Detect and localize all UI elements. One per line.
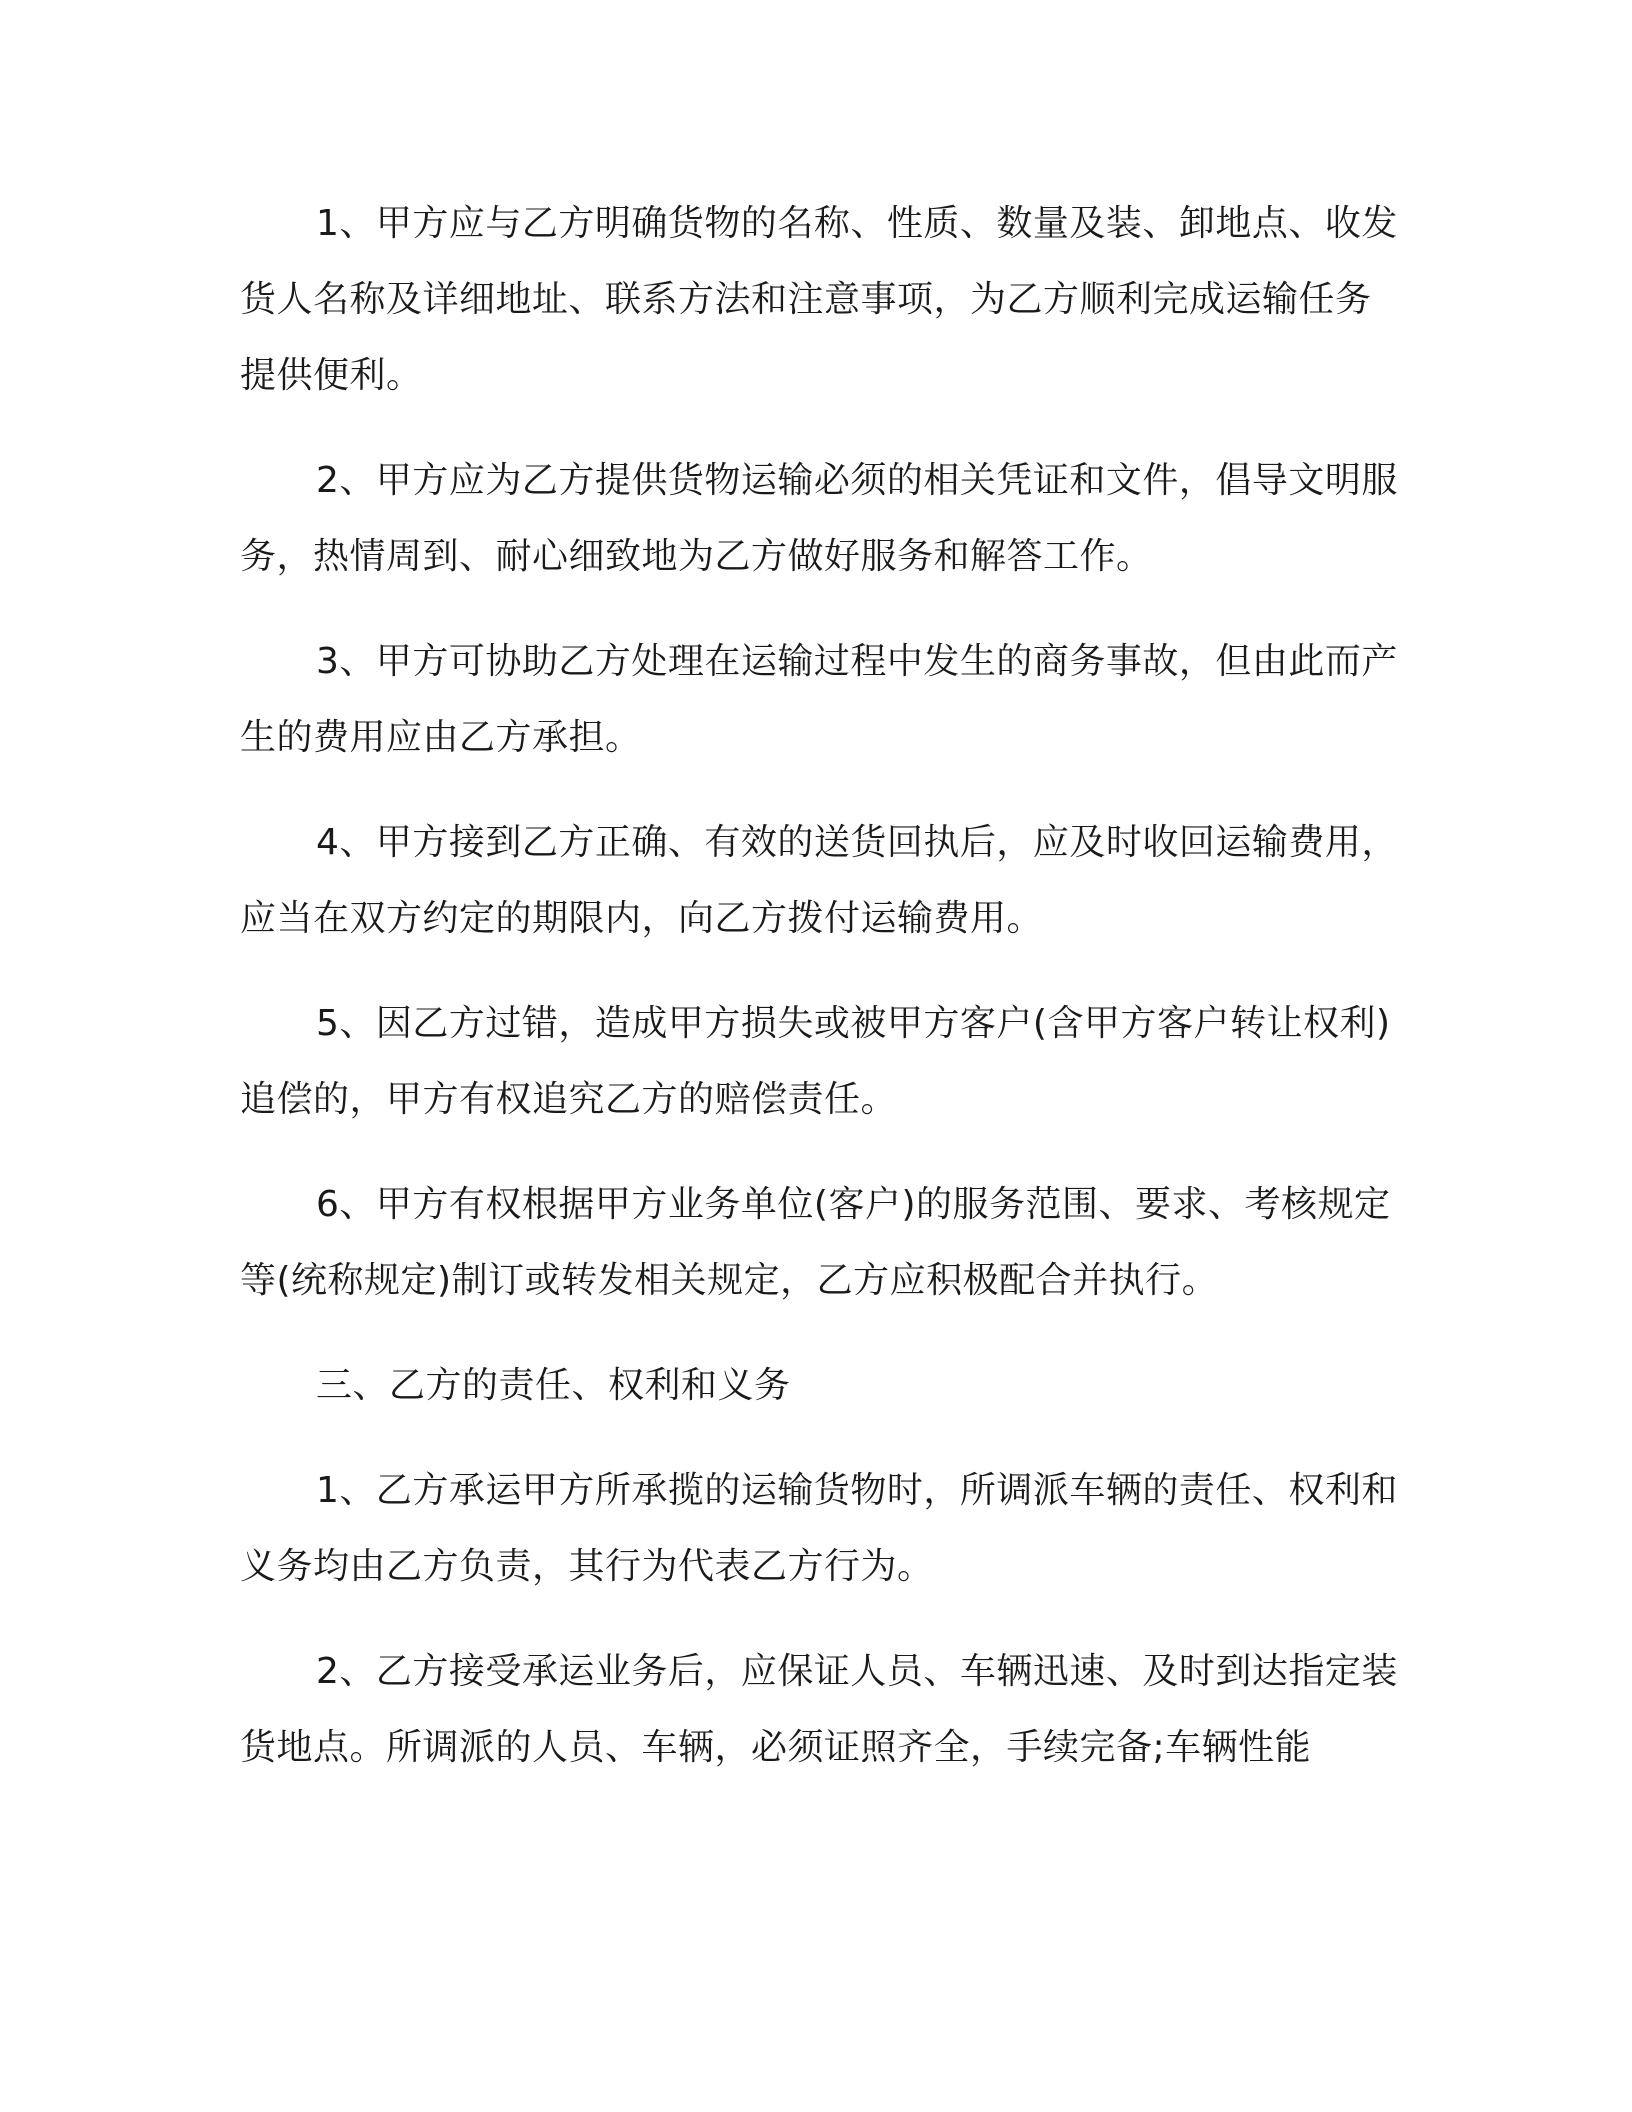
clause-paragraph: 5、因乙方过错，造成甲方损失或被甲方客户(含甲方客户转让权利)追偿的，甲方有权追究乙方的赔偿责任。 — [240, 1003, 1391, 1120]
clause-paragraph: 6、甲方有权根据甲方业务单位(客户)的服务范围、要求、考核规定等(统称规定)制订或转发相关规定，乙方应积极配合并执行。 — [240, 1184, 1391, 1301]
clause-paragraph: 2、乙方接受承运业务后，应保证人员、车辆迅速、及时到达指定装货地点。所调派的人员、车辆，必须证照齐全，手续完备;车辆性能 — [240, 1651, 1398, 1768]
clause-paragraph: 4、甲方接到乙方正确、有效的送货回执后，应及时收回运输费用，应当在双方约定的期限内，向乙方拨付运输费用。 — [240, 822, 1398, 939]
document-page — [240, 186, 1400, 1815]
clause-paragraph: 1、甲方应与乙方明确货物的名称、性质、数量及装、卸地点、收发货人名称及详细地址、联系方法和注意事项，为乙方顺利完成运输任务提供便利。 — [240, 203, 1398, 396]
clause-paragraph: 2、甲方应为乙方提供货物运输必须的相关凭证和文件，倡导文明服务，热情周到、耐心细致地为乙方做好服务和解答工作。 — [240, 460, 1398, 577]
clause-paragraph: 3、甲方可协助乙方处理在运输过程中发生的商务事故，但由此而产生的费用应由乙方承担。 — [240, 641, 1398, 758]
section-heading: 三、乙方的责任、权利和义务 — [316, 1365, 791, 1406]
clause-paragraph: 1、乙方承运甲方所承揽的运输货物时，所调派车辆的责任、权利和义务均由乙方负责，其行为代表乙方行为。 — [240, 1470, 1398, 1587]
